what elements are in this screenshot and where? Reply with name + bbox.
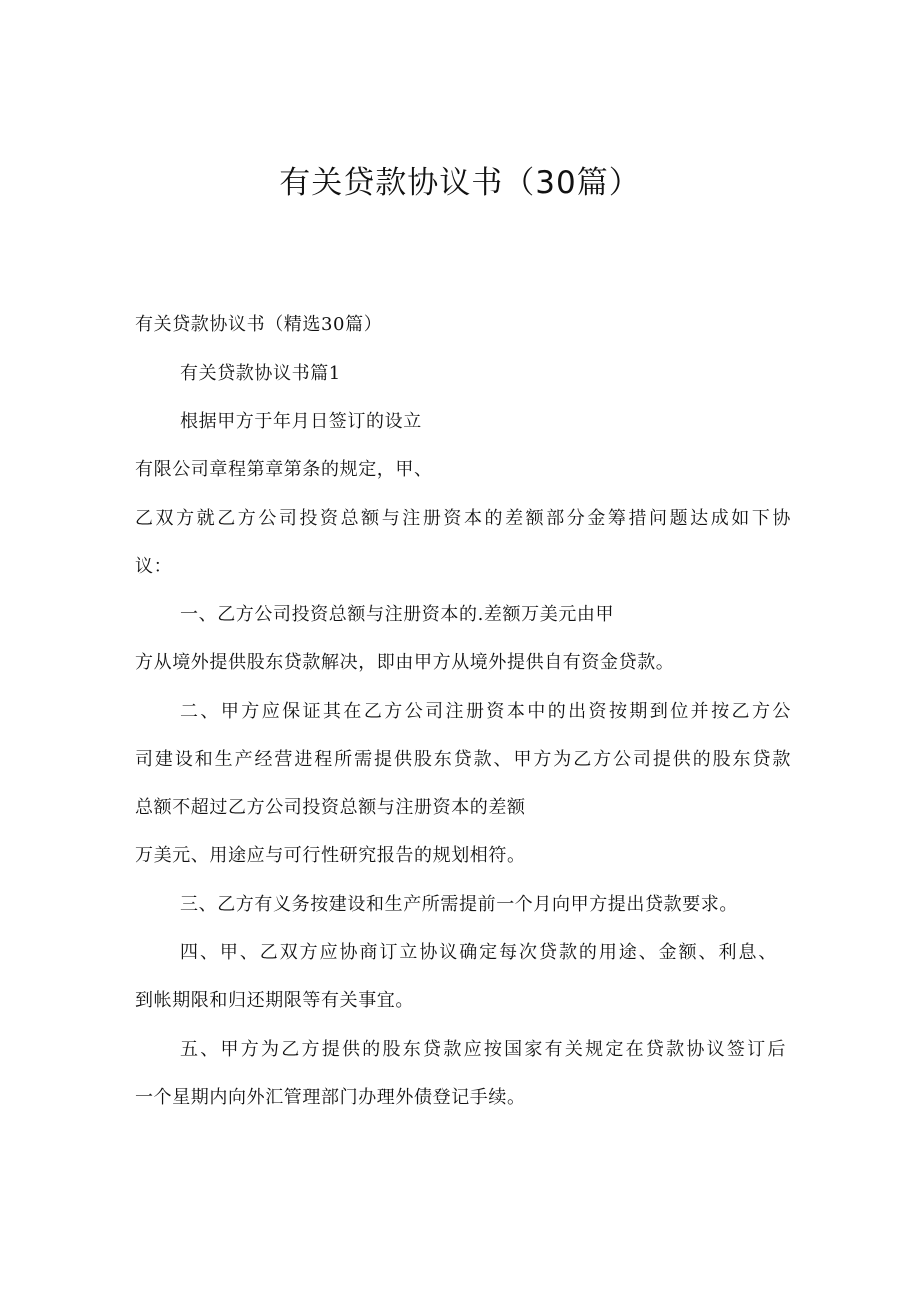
paragraph-line: 有限公司章程第章第条的规定，甲、 xyxy=(135,459,433,480)
clause-4-line: 到帐期限和归还期限等有关事宜。 xyxy=(135,990,414,1011)
paragraph-line: 根据甲方于年月日签订的设立 xyxy=(180,411,422,432)
clause-5-line: 五、甲方为乙方提供的股东贷款应按国家有关规定在贷款协议签订后 xyxy=(180,1039,786,1060)
section-heading: 有关贷款协议书篇1 xyxy=(180,363,341,384)
clause-4-line: 四、甲、乙双方应协商订立协议确定每次贷款的用途、金额、利息、 xyxy=(180,942,777,963)
subtitle-line: 有关贷款协议书（精选30篇） xyxy=(135,314,383,335)
clause-2-line: 二、甲方应保证其在乙方公司注册资本中的出资按期到位并按乙方公 xyxy=(180,701,791,722)
clause-2-line: 司建设和生产经营进程所需提供股东贷款、甲方为乙方公司提供的股东贷款 xyxy=(135,749,791,770)
paragraph-line: 议： xyxy=(135,556,173,577)
paragraph-line: 乙双方就乙方公司投资总额与注册资本的差额部分金筹措问题达成如下协 xyxy=(135,508,791,529)
clause-2-line: 总额不超过乙方公司投资总额与注册资本的差额 xyxy=(135,797,526,818)
clause-5-line: 一个星期内向外汇管理部门办理外债登记手续。 xyxy=(135,1087,526,1108)
clause-1-line: 一、乙方公司投资总额与注册资本的.差额万美元由甲 xyxy=(180,604,615,625)
document-title: 有关贷款协议书（30篇） xyxy=(279,165,641,201)
clause-2-line: 万美元、用途应与可行性研究报告的规划相符。 xyxy=(135,845,526,866)
clause-3-line: 三、乙方有义务按建设和生产所需提前一个月向甲方提出贷款要求。 xyxy=(180,894,738,915)
clause-1-line: 方从境外提供股东贷款解决，即由甲方从境外提供自有资金贷款。 xyxy=(135,652,675,673)
